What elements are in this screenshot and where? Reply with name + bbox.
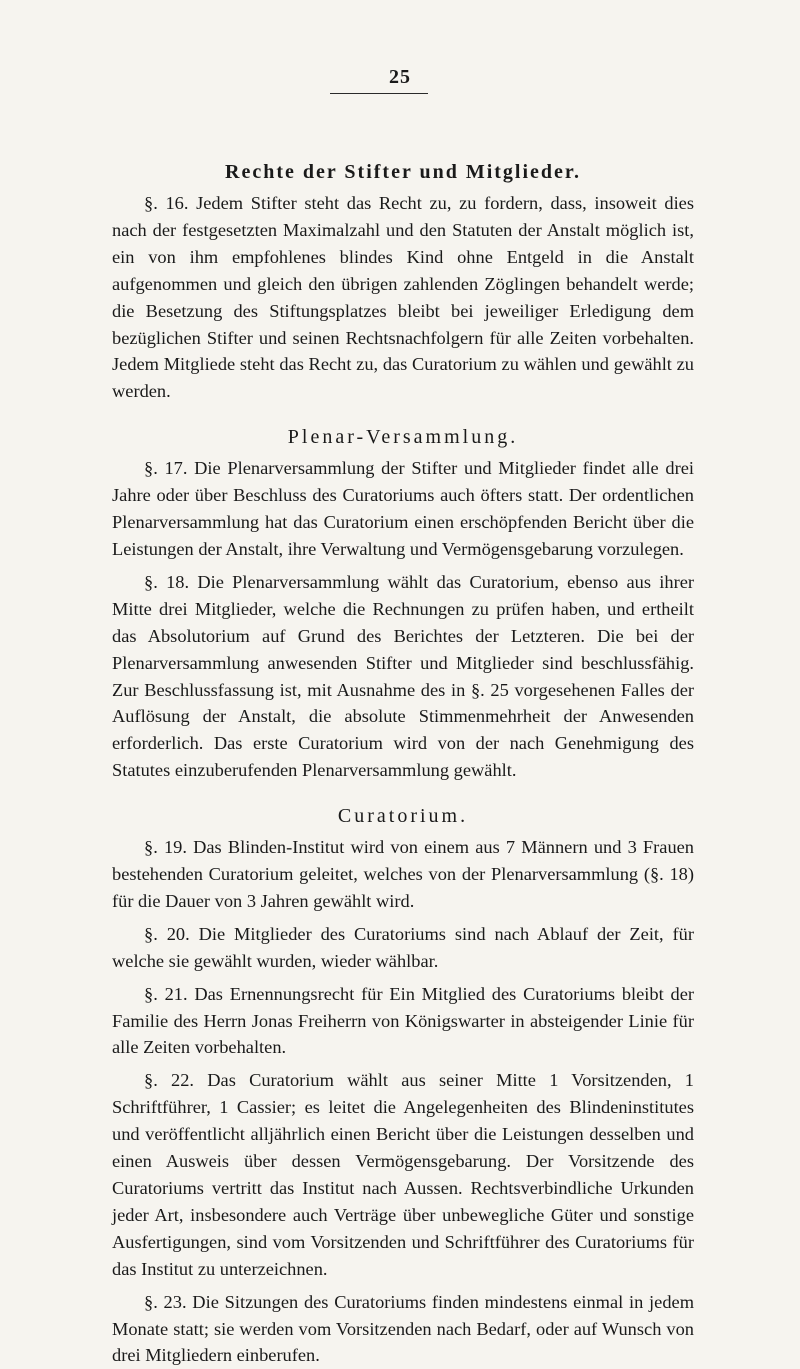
- section-heading-rights: Rechte der Stifter und Mitglieder.: [225, 161, 581, 183]
- paragraph-16: §. 16. Jedem Stifter steht das Recht zu, zu fordern, dass, insoweit dies nach der festgesetzten Maximalzahl und den Statuten der Anstalt möglich ist, ein von ihm empfohlenes blindes Kind ohne Entgeld in die Anstalt aufgenommen und gleich den übrigen zahlenden Zöglingen behandelt werde; die Besetzung des Stiftungsplatzes bleibt bei jeweiliger Erledigung dem bezüglichen Stifter und seinen Rechtsnachfolgern für alle Zeiten vorbehalten. Jedem Mitgliede steht das Recht zu, das Curatorium zu wählen und gewählt zu werden.: [112, 193, 694, 402]
- page-number-underline: [330, 93, 428, 94]
- paragraph-22: §. 22. Das Curatorium wählt aus seiner Mitte 1 Vorsitzenden, 1 Schriftführer, 1 Cassier; es leitet die Angelegenheiten des Blindeninstitutes und veröffentlicht alljährlich einen Bericht über die Leistungen desselben und einen Ausweis über dessen Vermögensgebarung. Der Vorsitzende des Curatoriums vertritt das Institut nach Aussen. Rechtsverbindliche Urkunden jeder Art, insbesondere auch Verträge über unbewegliche Güter und sonstige Ausfertigungen, sind vom Vorsitzenden und Schriftführer des Curatoriums für das Institut zu unterzeichnen.: [112, 1070, 694, 1279]
- section-heading-plenar: Plenar-Versammlung.: [287, 426, 519, 449]
- paragraph-20: §. 20. Die Mitglieder des Curatoriums sind nach Ablauf der Zeit, für welche sie gewählt wurden, wieder wählbar.: [112, 923, 694, 971]
- page-number: 25: [389, 66, 411, 88]
- section-heading-curatorium: Curatorium.: [337, 805, 469, 828]
- paragraph-23: §. 23. Die Sitzungen des Curatoriums finden mindestens einmal in jedem Monate statt; sie werden vom Vorsitzenden nach Bedarf, oder auf Wunsch von drei Mitgliedern einberufen.: [112, 1291, 694, 1366]
- paragraph-17: §. 17. Die Plenarversammlung der Stifter und Mitglieder findet alle drei Jahre oder über Beschluss des Curatoriums auch öfters statt. Der ordentlichen Plenarversammlung hat das Curatorium einen erschöpfenden Bericht über die Leistungen der Anstalt, ihre Verwaltung und Vermögensgebarung vorzulegen.: [112, 458, 694, 559]
- paragraph-19: §. 19. Das Blinden-Institut wird von einem aus 7 Männern und 3 Frauen bestehenden Curatorium geleitet, welches von der Plenarversammlung (§. 18) für die Dauer von 3 Jahren gewählt wird.: [112, 837, 694, 911]
- paragraph-21: §. 21. Das Ernennungsrecht für Ein Mitglied des Curatoriums bleibt der Familie des Herrn Jonas Freiherrn von Königswarter in absteigender Linie für alle Zeiten vorbehalten.: [112, 983, 694, 1058]
- paragraph-18: §. 18. Die Plenarversammlung wählt das Curatorium, ebenso aus ihrer Mitte drei Mitglieder, welche die Rechnungen zu prüfen haben, und ertheilt das Absolutorium auf Grund des Berichtes der Letzteren. Die bei der Plenarversammlung anwesenden Stifter und Mitglieder sind beschlussfähig. Zur Beschlussfassung ist, mit Ausnahme des in §. 25 vorgesehenen Falles der Auflösung der Anstalt, die absolute Stimmenmehrheit der Anwesenden erforderlich. Das erste Curatorium wird von der nach Genehmigung des Statutes einzuberufenden Plenarversammlung gewählt.: [112, 571, 694, 781]
